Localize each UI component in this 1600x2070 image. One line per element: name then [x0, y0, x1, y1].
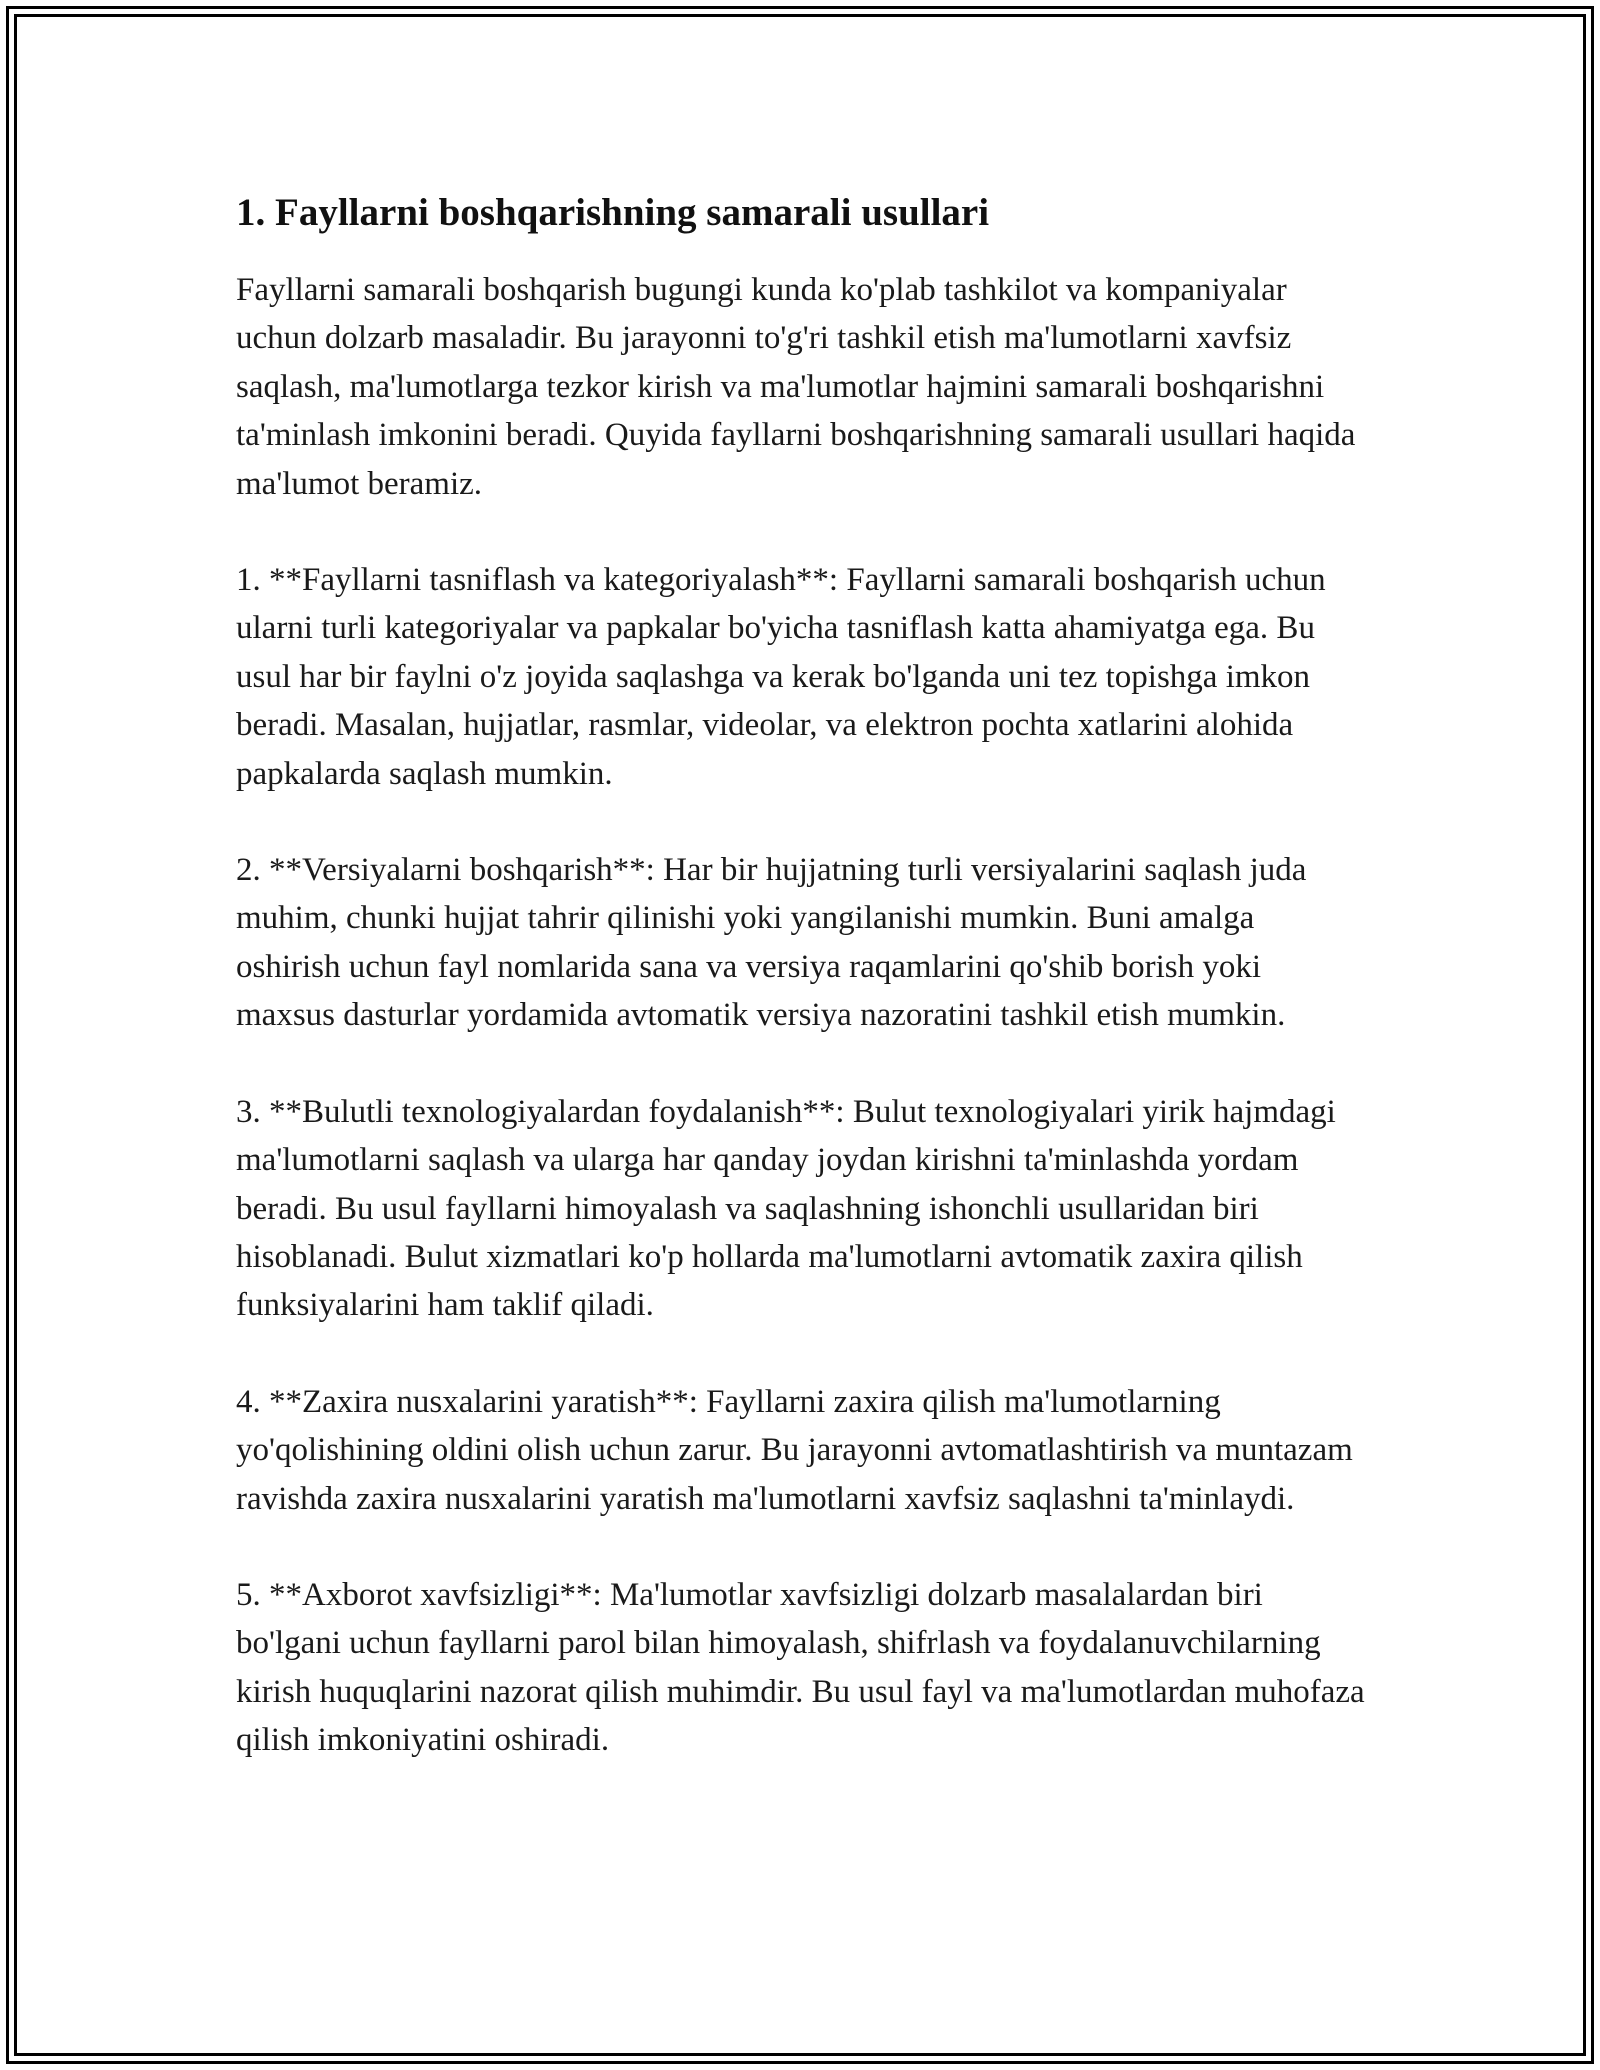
paragraph-backup: 4. **Zaxira nusxalarini yaratish**: Fayllarni zaxira qilish ma'lumotlarning yo'qolishining oldini olish uchun zarur. Bu jarayonni avtomatlashtirish va muntazam ravishda zaxira nusxalarini yaratish ma'lumotlarni xavfsiz saqlashni ta'minlaydi. — [236, 1383, 1353, 1517]
paragraph-versioning: 2. **Versiyalarni boshqarish**: Har bir hujjatning turli versiyalarini saqlash juda muhim, chunki hujjat tahrir qilinishi yoki yangilanishi mumkin. Buni amalga oshirish uchun fayl nomlarida sana va versiya raqamlarini qo'shib borish yoki maxsus dasturlar yordamida avtomatik versiya nazoratini tashkil etish mumkin. — [236, 852, 1307, 1034]
document-title: 1. Fayllarni boshqarishning samarali usullari — [236, 191, 990, 234]
document-body — [236, 186, 1366, 1813]
intro-paragraph: Fayllarni samarali boshqarish bugungi kunda ko'plab tashkilot va kompaniyalar uchun dolzarb masaladir. Bu jarayonni to'g'ri tashkil etish ma'lumotlarni xavfsiz saqlash, ma'lumotlarga tezkor kirish va ma'lumotlar hajmini samarali boshqarishni ta'minlash imkonini beradi. Quyida fayllarni boshqarishning samarali usullari haqida ma'lumot beramiz. — [236, 272, 1356, 502]
paragraph-cloud: 3. **Bulutli texnologiyalardan foydalanish**: Bulut texnologiyalari yirik hajmdagi ma'lumotlarni saqlash va ularga har qanday joydan kirishni ta'minlashda yordam beradi. Bu usul fayllarni himoyalash va saqlashning ishonchli usullaridan biri hisoblanadi. Bulut xizmatlari ko'p hollarda ma'lumotlarni avtomatik zaxira qilish funksiyalarini ham taklif qiladi. — [236, 1093, 1336, 1324]
paragraph-classification: 1. **Fayllarni tasniflash va kategoriyalash**: Fayllarni samarali boshqarish uchun ularni turli kategoriyalar va papkalar bo'yicha tasniflash katta ahamiyatga ega. Bu usul har bir faylni o'z joyida saqlashga va kerak bo'lganda uni tez topishga imkon beradi. Masalan, hujjatlar, rasmlar, videolar, va elektron pochta xatlarini alohida papkalarda saqlash mumkin. — [236, 562, 1326, 792]
paragraph-security: 5. **Axborot xavfsizligi**: Ma'lumotlar xavfsizligi dolzarb masalalardan biri bo'lgani uchun fayllarni parol bilan himoyalash, shifrlash va foydalanuvchilarning kirish huquqlarini nazorat qilish muhimdir. Bu usul fayl va ma'lumotlardan muhofaza qilish imkoniyatini oshiradi. — [236, 1576, 1365, 1759]
